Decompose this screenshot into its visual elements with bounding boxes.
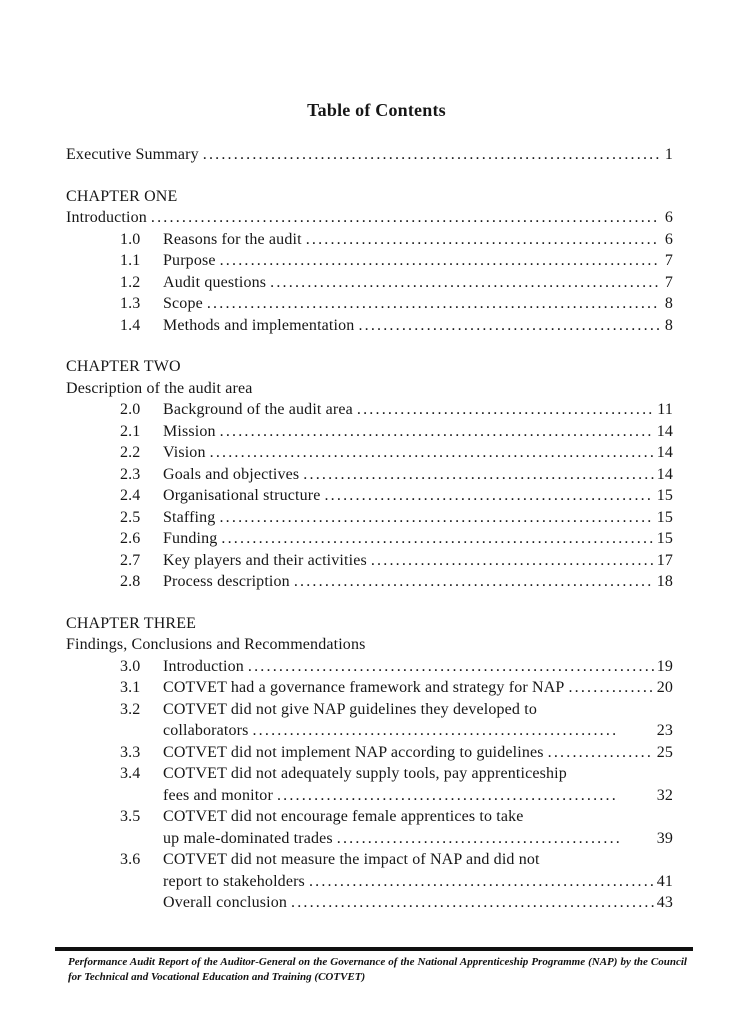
toc-entry-label: Mission <box>163 422 216 440</box>
toc-entry <box>66 442 673 464</box>
toc-entry-label: Audit questions <box>163 273 267 291</box>
toc-entry-page: 15 <box>656 487 673 504</box>
page-footer <box>55 947 693 985</box>
toc-entry <box>66 892 673 914</box>
toc-entry-page: 6 <box>664 230 673 248</box>
toc-entry-label: Introduction <box>66 209 147 226</box>
toc-entry-number: 3.1 <box>120 679 141 696</box>
toc-entry <box>66 144 673 166</box>
toc-leader-dots <box>568 677 653 699</box>
toc-entry-label: COTVET did not adequately supply tools, pay apprenticeship <box>163 765 567 782</box>
toc-entry-label: Vision <box>163 444 206 461</box>
toc-entry <box>66 272 673 294</box>
toc-leader-dots <box>548 742 654 764</box>
toc-entry <box>66 315 673 337</box>
toc-leader-dots <box>277 785 619 807</box>
toc-entry-page: 25 <box>656 743 673 761</box>
toc-entry <box>66 399 673 421</box>
toc-leader-dots <box>294 571 654 593</box>
toc-leader-dots <box>358 315 660 337</box>
toc-entry-number: 2.6 <box>120 530 141 547</box>
toc-entry-label: COTVET had a governance framework and strategy for NAP <box>163 679 565 696</box>
toc-chapter-heading <box>66 186 673 208</box>
toc-entry-page: 14 <box>656 422 673 440</box>
toc-leader-dots <box>219 507 653 529</box>
toc-entry-number: 3.2 <box>120 700 141 718</box>
toc-entry <box>66 828 673 850</box>
toc-entry-page: 6 <box>664 209 673 226</box>
toc-entry <box>66 871 673 893</box>
toc-leader-dots <box>220 250 660 272</box>
toc-leader-dots <box>291 892 654 914</box>
toc-entry-label: Background of the audit area <box>163 401 353 418</box>
toc-entry-label: Process description <box>163 573 290 590</box>
toc-entry-label: Findings, Conclusions and Recommendations <box>66 636 366 653</box>
toc-entry-label: up male-dominated trades <box>163 829 333 847</box>
toc-entry <box>66 677 673 699</box>
toc-entry-page: 41 <box>656 872 673 890</box>
toc-entry <box>66 378 673 400</box>
toc-chapter-label: CHAPTER ONE <box>66 187 178 205</box>
toc-entry <box>66 464 673 486</box>
toc-entry-number: 2.4 <box>120 487 141 504</box>
toc-entry-label: Methods and implementation <box>163 316 355 334</box>
toc-entry-number: 2.3 <box>120 465 141 483</box>
toc-entry-number: 2.1 <box>120 422 141 440</box>
toc-entry <box>66 699 673 721</box>
toc-entry <box>66 507 673 529</box>
toc-entry-number: 3.3 <box>120 743 141 761</box>
toc-leader-dots <box>324 485 653 507</box>
toc-entry-number: 2.5 <box>120 508 141 526</box>
toc-entry <box>66 550 673 572</box>
toc-entry-label: fees and monitor <box>163 786 273 804</box>
toc-leader-dots <box>303 464 653 486</box>
toc-entry <box>66 293 673 315</box>
toc-entry-number: 1.4 <box>120 316 141 334</box>
toc-entry-number: 1.1 <box>120 252 141 269</box>
toc-leader-dots <box>309 871 654 893</box>
toc-entry-page: 18 <box>656 573 673 590</box>
toc-list <box>66 144 673 914</box>
toc-entry-label: Key players and their activities <box>163 551 367 569</box>
toc-leader-dots <box>210 442 654 464</box>
toc-leader-dots <box>203 144 660 166</box>
toc-entry <box>66 250 673 272</box>
toc-entry-label: Staffing <box>163 508 216 526</box>
toc-entry <box>66 571 673 593</box>
toc-leader-dots <box>151 207 660 229</box>
toc-entry-page: 8 <box>664 295 673 312</box>
toc-entry-page: 19 <box>656 657 673 675</box>
toc-entry-page: 15 <box>656 508 673 526</box>
toc-entry-page: 23 <box>656 722 673 739</box>
toc-entry <box>66 229 673 251</box>
toc-entry <box>66 634 673 656</box>
toc-entry-number: 2.2 <box>120 444 141 461</box>
toc-entry-label: Goals and objectives <box>163 465 300 483</box>
toc-entry-label: COTVET did not give NAP guidelines they developed to <box>163 700 537 718</box>
toc-entry-label: report to stakeholders <box>163 872 305 890</box>
toc-entry-number: 3.0 <box>120 657 141 675</box>
toc-entry-label: Executive Summary <box>66 146 199 163</box>
toc-entry-page: 14 <box>656 444 673 461</box>
toc-entry-number: 2.7 <box>120 551 141 569</box>
toc-entry <box>66 785 673 807</box>
toc-entry-number: 1.3 <box>120 295 141 312</box>
toc-entry-number: 1.0 <box>120 230 141 248</box>
toc-entry-page: 15 <box>656 530 673 547</box>
toc-entry-label: COTVET did not encourage female apprentices to take <box>163 808 524 825</box>
toc-leader-dots <box>357 399 654 421</box>
toc-chapter-heading <box>66 613 673 635</box>
toc-entry-label: Funding <box>163 530 218 547</box>
toc-entry-label: COTVET did not implement NAP according to guidelines <box>163 743 544 761</box>
toc-entry-page: 7 <box>664 252 673 269</box>
toc-entry-label: Reasons for the audit <box>163 230 302 248</box>
toc-entry <box>66 720 673 742</box>
toc-entry-label: Description of the audit area <box>66 379 253 397</box>
toc-entry-number: 3.4 <box>120 765 141 782</box>
toc-entry <box>66 421 673 443</box>
toc-entry-label: COTVET did not measure the impact of NAP and did not <box>163 851 540 868</box>
toc-entry-label: Scope <box>163 295 203 312</box>
toc-entry-number: 3.5 <box>120 808 141 825</box>
toc-entry-label: Overall conclusion <box>163 894 287 911</box>
toc-leader-dots <box>306 229 660 251</box>
toc-entry <box>66 207 673 229</box>
toc-entry-number: 3.6 <box>120 851 141 868</box>
toc-entry-label: Purpose <box>163 252 216 269</box>
toc-entry-page: 1 <box>664 146 673 163</box>
toc-entry-number: 2.0 <box>120 401 141 418</box>
toc-leader-dots <box>207 293 660 315</box>
toc-leader-dots <box>337 828 619 850</box>
toc-leader-dots <box>248 656 654 678</box>
toc-leader-dots <box>221 528 653 550</box>
toc-entry-page: 11 <box>657 401 673 418</box>
toc-entry <box>66 656 673 678</box>
toc-entry-page: 8 <box>664 316 673 334</box>
footer-report-title: Performance Audit Report of the Auditor-General on the Governance of the National Apprenticeship Programme (NAP) by the Council for Technical and Vocational Education and Training (COTVET) <box>68 956 687 983</box>
toc-entry-label: Organisational structure <box>163 487 321 504</box>
toc-entry <box>66 742 673 764</box>
toc-entry-page: 32 <box>656 786 673 804</box>
toc-entry <box>66 528 673 550</box>
toc-leader-dots <box>270 272 660 294</box>
toc-entry-number: 1.2 <box>120 273 141 291</box>
toc-entry-number: 2.8 <box>120 573 141 590</box>
toc-leader-dots <box>220 421 654 443</box>
toc-entry-page: 14 <box>656 465 673 483</box>
toc-entry-page: 7 <box>664 273 673 291</box>
toc-chapter-label: CHAPTER TWO <box>66 358 181 375</box>
toc-chapter-heading <box>66 356 673 378</box>
toc-leader-dots <box>252 720 618 742</box>
toc-entry <box>66 849 673 871</box>
toc-entry-page: 39 <box>656 829 673 847</box>
toc-entry-page: 20 <box>656 679 673 696</box>
toc-entry <box>66 806 673 828</box>
toc-entry-label: Introduction <box>163 657 244 675</box>
toc-leader-dots <box>371 550 654 572</box>
toc-chapter-label: CHAPTER THREE <box>66 614 197 632</box>
toc-entry-label: collaborators <box>163 722 249 739</box>
toc-entry-page: 17 <box>656 551 673 569</box>
page-title: Table of Contents <box>307 100 446 120</box>
toc-entry <box>66 485 673 507</box>
toc-entry-page: 43 <box>656 894 673 911</box>
toc-entry <box>66 763 673 785</box>
